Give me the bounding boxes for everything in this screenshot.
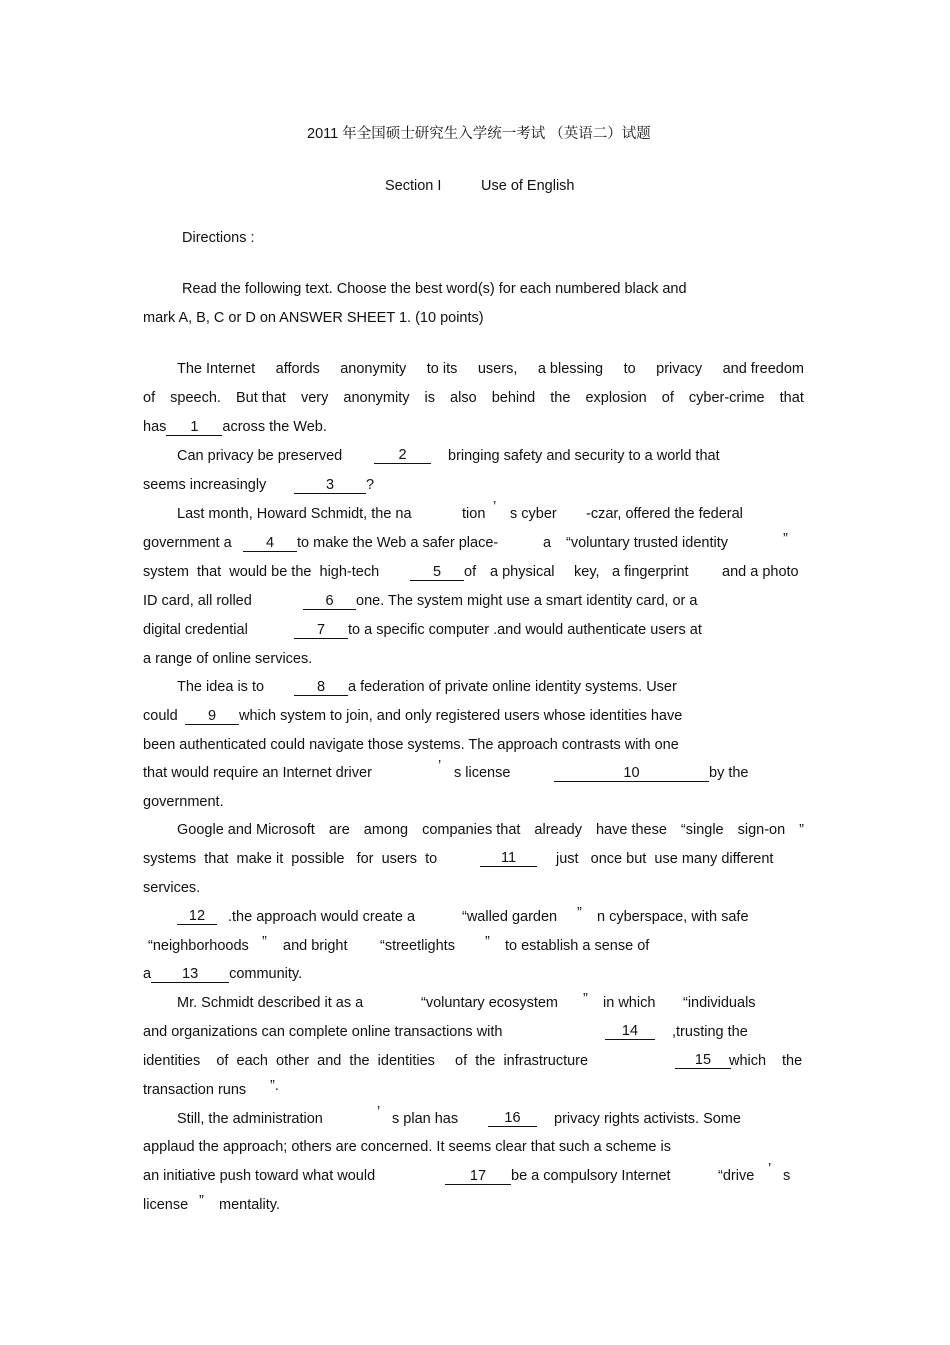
- blank-2: 2: [374, 447, 431, 464]
- passage-line: ’: [493, 499, 497, 515]
- passage-line: ,trusting the: [672, 1024, 748, 1040]
- passage-line: that would require an Internet driver: [143, 765, 372, 781]
- passage-line: ID card, all rolled: [143, 593, 252, 609]
- directions-text-2: mark A, B, C or D on ANSWER SHEET 1. (10 points): [143, 310, 484, 326]
- blank-5: 5: [410, 564, 464, 581]
- passage-line: “drive: [718, 1168, 755, 1184]
- passage-line: 9 which system to join, and only registered users whose identities have: [185, 707, 682, 725]
- blank-7: 7: [294, 622, 348, 639]
- passage-line: a range of online services.: [143, 651, 313, 667]
- passage-line: “individuals: [683, 995, 756, 1011]
- directions-text-1: Read the following text. Choose the best word(s) for each numbered black and: [182, 281, 687, 297]
- page-title: 2011 年全国硕士研究生入学统一考试 （英语二）试题: [307, 126, 651, 142]
- passage-line: government a: [143, 535, 232, 551]
- passage-line: in which: [603, 995, 656, 1011]
- blank-4: 4: [243, 535, 297, 552]
- blank-13: 13: [151, 966, 229, 983]
- passage-line: Last month, Howard Schmidt, the na: [177, 506, 412, 522]
- blank-10: 10: [554, 765, 709, 782]
- passage-line: Google and Microsoft are among companies that already have these “single sign-on ”: [177, 822, 804, 838]
- section-number: Section I: [385, 178, 442, 194]
- passage-line: “walled garden: [462, 909, 558, 925]
- blank-15: 15: [675, 1052, 731, 1069]
- passage-line: s: [783, 1168, 791, 1184]
- passage-line: services.: [143, 880, 201, 896]
- passage-line: a 13 community.: [143, 966, 303, 982]
- passage-line: applaud the approach; others are concerned. It seems clear that such a scheme is: [143, 1139, 671, 1155]
- blank-16: 16: [488, 1110, 537, 1127]
- blank-6: 6: [303, 593, 356, 610]
- blank-14: 14: [605, 1023, 655, 1040]
- passage-line: and bright: [283, 938, 348, 954]
- passage-line: license: [143, 1197, 189, 1213]
- passage-line: system that would be the high-tech: [143, 564, 380, 580]
- passage-line: “neighborhoods: [148, 938, 249, 954]
- passage-line: ”: [577, 905, 582, 921]
- passage-line: government.: [143, 794, 224, 810]
- passage-line: 5 of: [410, 563, 476, 581]
- blank-12: 12: [177, 908, 217, 925]
- passage-line: could: [143, 708, 178, 724]
- passage-line: “voluntary trusted identity: [566, 535, 728, 551]
- passage-line: 4 to make the Web a safer place-: [243, 534, 498, 552]
- directions-label: Directions :: [182, 230, 255, 246]
- blank-8: 8: [294, 679, 348, 696]
- passage-line: the: [782, 1053, 803, 1069]
- passage-line: Mr. Schmidt described it as a: [177, 995, 364, 1011]
- passage-line: a fingerprint: [612, 564, 689, 580]
- passage-line: digital credential: [143, 622, 248, 638]
- passage-line: bringing safety and security to a world that: [448, 448, 720, 464]
- passage-line: ”: [583, 991, 588, 1007]
- passage-line: -czar, offered the federal: [586, 506, 743, 522]
- passage-line: systems that make it possible for users to: [143, 851, 438, 867]
- blank-3: 3: [294, 477, 366, 494]
- passage-line: ’: [438, 758, 442, 774]
- passage-line: ”: [262, 934, 267, 950]
- passage-line: 6 one. The system might use a smart identity card, or a: [303, 592, 697, 610]
- blank-9: 9: [185, 708, 239, 725]
- passage-line: ’: [377, 1104, 381, 1120]
- passage-line: has 1 across the Web.: [143, 419, 327, 435]
- passage-line: to establish a sense of: [505, 938, 650, 954]
- passage-line: been authenticated could navigate those systems. The approach contrasts with one: [143, 737, 679, 753]
- passage-line: identities of each other and the identities of the infrastructure: [143, 1053, 589, 1069]
- blank-17: 17: [445, 1168, 511, 1185]
- blank-11: 11: [480, 850, 537, 867]
- passage-line: 17 be a compulsory Internet: [445, 1167, 671, 1185]
- passage-line: and organizations can complete online transactions with: [143, 1024, 503, 1040]
- passage-line: ”: [783, 531, 788, 547]
- passage-line: s plan has: [392, 1111, 459, 1127]
- passage-line: 8 a federation of private online identity systems. User: [294, 678, 677, 696]
- passage-line: ’: [768, 1161, 772, 1177]
- passage-line: 3 ?: [294, 476, 374, 494]
- passage-line: s cyber: [510, 506, 557, 522]
- passage-line: a: [543, 535, 552, 551]
- passage-line: key,: [574, 564, 600, 580]
- passage-line: mentality.: [219, 1197, 280, 1213]
- passage-line: which: [729, 1053, 767, 1069]
- passage-line: of speech. But that very anonymity is also behind the explosion of cyber-crime that: [143, 390, 804, 406]
- passage-line: tion: [462, 506, 486, 522]
- passage-line: transaction runs: [143, 1082, 247, 1098]
- section-name: Use of English: [481, 178, 575, 194]
- passage-line: just once but use many different: [556, 851, 774, 867]
- passage-line: an initiative push toward what would: [143, 1168, 376, 1184]
- passage-line: s license: [454, 765, 511, 781]
- passage-line: The Internet affords anonymity to its users, a blessing to privacy and freedom: [177, 361, 804, 377]
- passage-line: “voluntary ecosystem: [421, 995, 558, 1011]
- passage-line: “streetlights: [380, 938, 455, 954]
- passage-line: .the approach would create a: [228, 909, 416, 925]
- passage-line: ”: [199, 1193, 204, 1209]
- passage-line: seems increasingly: [143, 477, 267, 493]
- passage-line: Still, the administration: [177, 1111, 323, 1127]
- passage-line: and a photo: [722, 564, 799, 580]
- passage-line: The idea is to: [177, 679, 265, 695]
- passage-line: privacy rights activists. Some: [554, 1111, 741, 1127]
- passage-line: ”: [485, 934, 490, 950]
- passage-line: Can privacy be preserved: [177, 448, 343, 464]
- passage-line: ”.: [270, 1078, 279, 1094]
- blank-1: 1: [166, 419, 222, 436]
- passage-line: n cyberspace, with safe: [597, 909, 749, 925]
- passage-line: a physical: [490, 564, 555, 580]
- passage-line: 7 to a specific computer .and would authenticate users at: [294, 621, 702, 639]
- passage-line: 10 by the: [554, 764, 749, 782]
